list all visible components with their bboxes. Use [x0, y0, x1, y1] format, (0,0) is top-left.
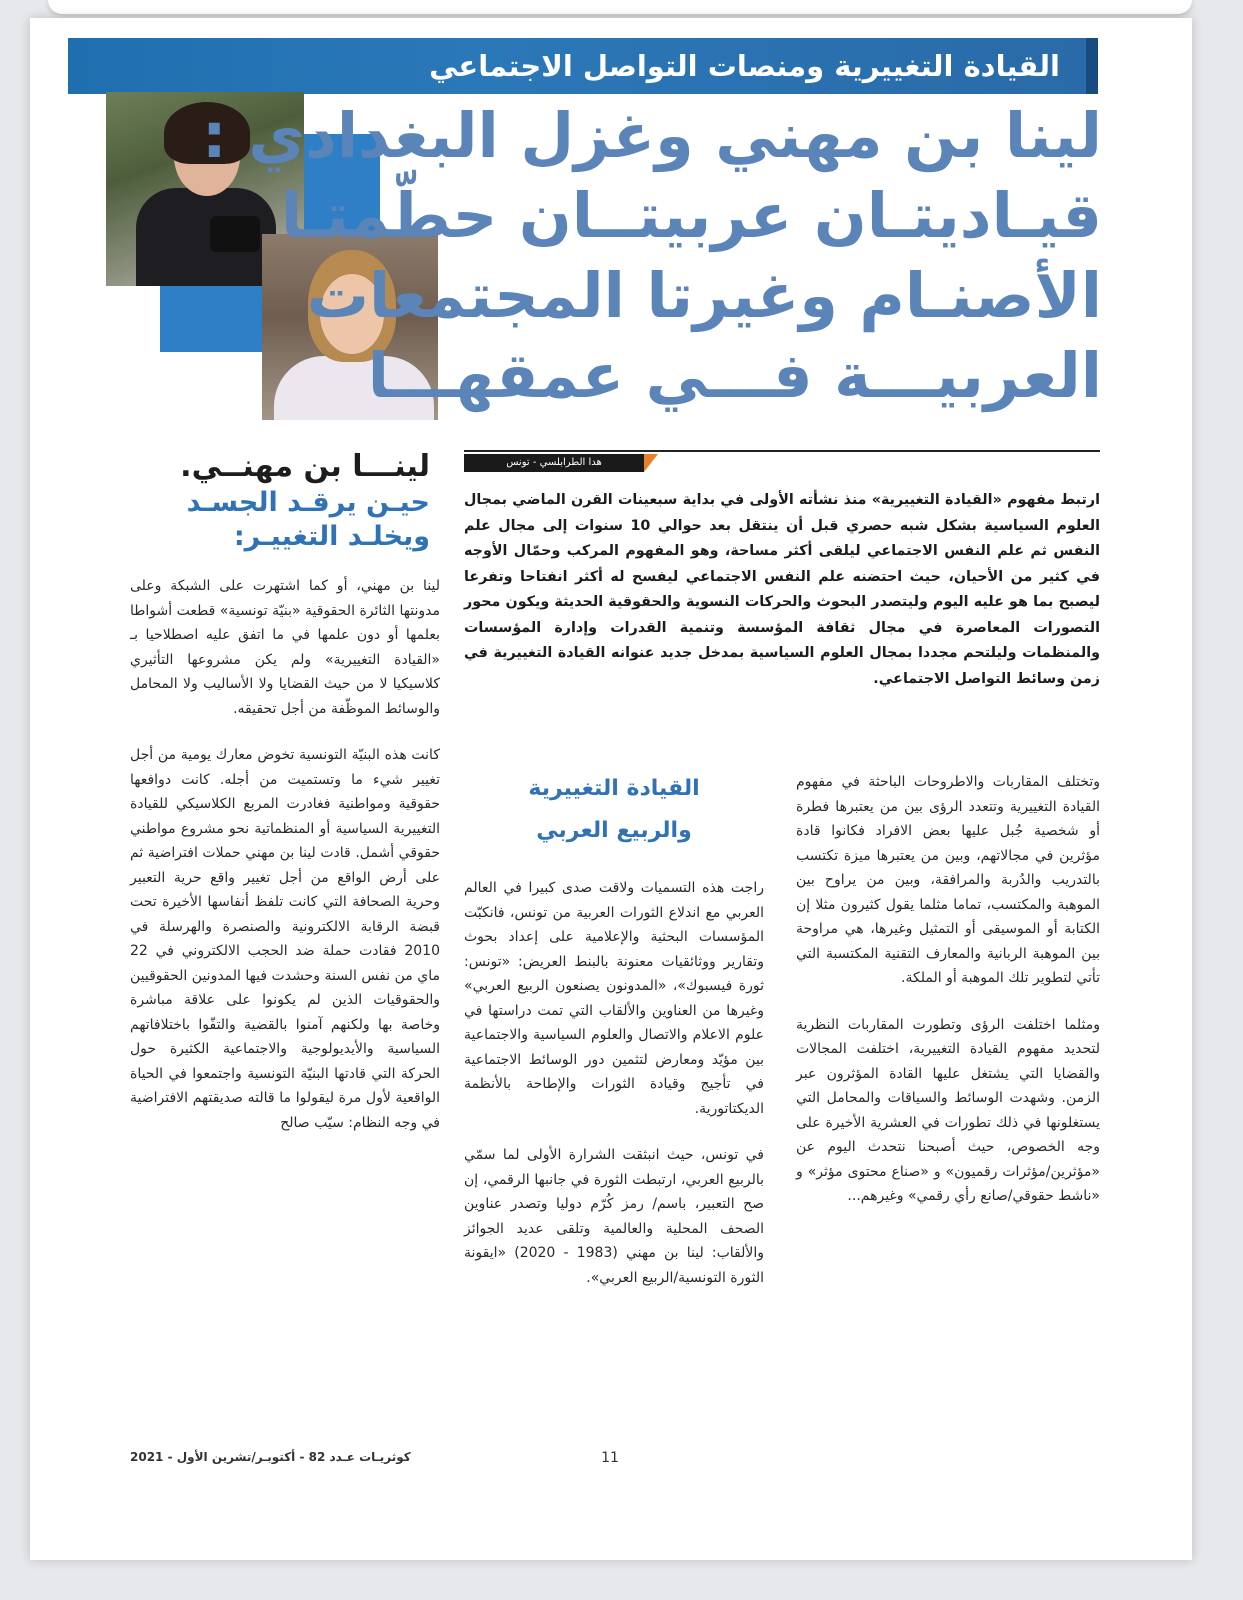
author-byline: هدا الطرابلسي - تونس [464, 454, 644, 472]
main-title-line: الأصنـام وغيرتا المجتمعات [306, 259, 1102, 332]
subsection-heading [464, 768, 764, 852]
paragraph: لينا بن مهني، أو كما اشتهرت على الشبكة وعلى مدونتها الثائرة الحقوقية «بنيّة تونسية» قطعت أشواطا بعلمها أو دون علمها في ما اتفق عليه اصطلاحيا بـ «القيادة التغييرية» ولم يكن مشروعها التأثيري كلاسيكيا لا من حيث القضايا ولا الأساليب ولا المحامل والوسائط الموظّفة من أجل تحقيقه. [130, 578, 440, 717]
side-heading-subtitle: حيـن يرقـد الجسـد [186, 487, 430, 518]
paragraph: كانت هذه البنيّة التونسية تخوض معارك يومية من أجل تغيير شيء ما وتستميت من أجله. كانت دوافعها حقوقية ومواطنية فغادرت المربع الكلاسيكي للقيادة التغييرية السياسية أو المنظماتية نحو مشروع مواطني حقوقي أشمل. قادت لينا بن مهني حملات افتراضية ثم على أرض الواقع من أجل تغيير واقع حرية التعبير وحرية الصحافة التي كانت تلفظ أنفاسها الأخيرة تحت قبضة الرقابة الالكترونية والصنصرة والهرسلة في 2010 فقادت حملة ضد الحجب الالكتروني في 22 ماي من نفس السنة وحشدت فيها المدونين الحقوقيين والحقوقيات الذين لم يكونوا على علاقة مباشرة وخاصة بها ولكنهم آمنوا بالقضية والتفّوا باختلافاتهم السياسية والأيديولوجية والاجتماعية الكثيرة حول الحركة التي قادتها البنيّة التونسية واجتمعوا في الحياة الواقعية لأول مرة ليقولوا ما قالته صديقتهم الافتراضية في وجه النظام: سيّب صالح [130, 747, 440, 1131]
column-left [130, 574, 440, 1157]
main-title-line: لينا بن مهني وغزل البغدادي : [201, 99, 1102, 172]
paragraph: راجت هذه التسميات ولاقت صدى كبيرا في العالم العربي مع اندلاع الثورات العربية من تونس، فانكبّت المؤسسات البحثية والإعلامية على إعداد بحوث وتقارير ووثائقيات معنونة بالبنط العريض: «تونس: ثورة فيسبوك»، «المدونون يصنعون الربيع العربي» وغيرها من العناوين والألقاب التي تمت دراستها في علوم الاعلام والاتصال والعلوم السياسية والاجتماعية بين مؤيّد ومعارض لتثمين دور الوسائط الاجتماعية في تأجيج وقيادة الثورات والإطاحة بالأنظمة الديكتاتورية. [464, 880, 764, 1117]
main-title-line: العربيـــة فـــي عمقهـــا [367, 339, 1102, 412]
side-article-heading [130, 448, 430, 554]
column-right [796, 770, 1100, 1231]
subsection-heading-line: والربيع العربي [536, 818, 692, 843]
article-main-title [201, 96, 1102, 416]
magazine-page [30, 18, 1192, 1560]
column-middle [464, 876, 764, 1312]
paragraph: ومثلما اختلفت الرؤى وتطورت المقاربات النظرية لتحديد مفهوم القيادة التغييرية، اختلفت المجالات والقضايا التي يشتغل عليها القادة المؤثرون عبر الزمن. وشهدت الوسائط والسياقات والمحامل التي يستغلونها في ذلك تطورات في العشرية الأخيرة على وجه الخصوص، حيث أصبحنا نتحدث اليوم عن «مؤثرين/مؤثرات رقميون» و «صناع محتوى مؤثر» و «ناشط حقوقي/صانع رأي رقمي» وغيرهم... [796, 1016, 1100, 1204]
byline-rule [464, 450, 1100, 452]
previous-page-edge [48, 0, 1192, 14]
page-number: 11 [601, 1450, 619, 1466]
paragraph: في تونس، حيث انبثقت الشرارة الأولى لما سمّي بالربيع العربي، ارتبطت الثورة في جانبها الرقمي، إن صح التعبير، باسم/ رمز كُرّم دوليا وتصدر عناوين الصحف المحلية والعالمية وتلقى عديد الجوائز والألقاب: لينا بن مهني (1983 - 2020) «ايقونة الثورة التونسية/الربيع العربي». [464, 1147, 765, 1286]
decor-blue-square [160, 284, 264, 352]
header-band-end [1086, 38, 1098, 94]
section-header-band [68, 38, 1098, 94]
main-title-line: قيـاديتـان عربيتــان حطّمتـا [280, 179, 1102, 252]
side-heading-subtitle: ويخلـد التغييـر: [233, 521, 430, 552]
side-heading-name: لينـــا بن مهنــي. [180, 449, 430, 484]
section-header-title: القيادة التغييرية ومنصات التواصل الاجتماعي [429, 49, 1060, 83]
paragraph: وتختلف المقاربات والاطروحات الباحثة في مفهوم القيادة التغييرية وتتعدد الرؤى بين من يعتبرها فطرة أو شخصية جُبل عليها بعض الافراد فكانوا قادة مؤثرين في مجالاتهم، وبين من يعتبرها ميزة تكتسب بالتدريب والدُربة والمرافقة، وبين من يراوح بين الموهبة والمكتسب، تماما مثلما يقول كثيرون مثلا إن الكتابة أو الموسيقى أو التمثيل وغيرها، هي مراوحة بين الموهبة الربانية والمعارف التقنية المكتسبة التي تأتي لتطوير تلك الموهبة أو الملكة. [796, 774, 1100, 986]
subsection-heading-line: القيادة التغييرية [528, 776, 700, 801]
magazine-issue-footer: كوثريـات عـدد 82 - أكتوبـر/تشرين الأول - 2021 [130, 1450, 411, 1464]
intro-paragraph: ارتبط مفهوم «القيادة التغييرية» منذ نشأته الأولى في بداية سبعينات القرن الماضي بمجال العلوم السياسية بشكل شبه حصري قبل أن ينتقل بعد حوالي 10 سنوات إلى مجال علم النفس ثم علم النفس الاجتماعي ليلقى أكثر مساحة، وهو المفهوم المركب وحمّال الأوجه في كثير من الأحيان، حيث احتضنه علم النفس الاجتماعي ليفسح له أكثر انفتاحا وتفرعا ليصبح بما هو عليه اليوم وليتصدر البحوث والحركات النسوية والحقوقية الحديثة ويكون محور التصورات المعاصرة في مجال ثقافة المؤسسة وتنمية القدرات وإدارة المؤسسات والمنظمات وليلتحم مجددا بمجال العلوم السياسية بمدخل جديد عنوانه القيادة التغييرية في زمن وسائط التواصل الاجتماعي. [464, 492, 1101, 687]
